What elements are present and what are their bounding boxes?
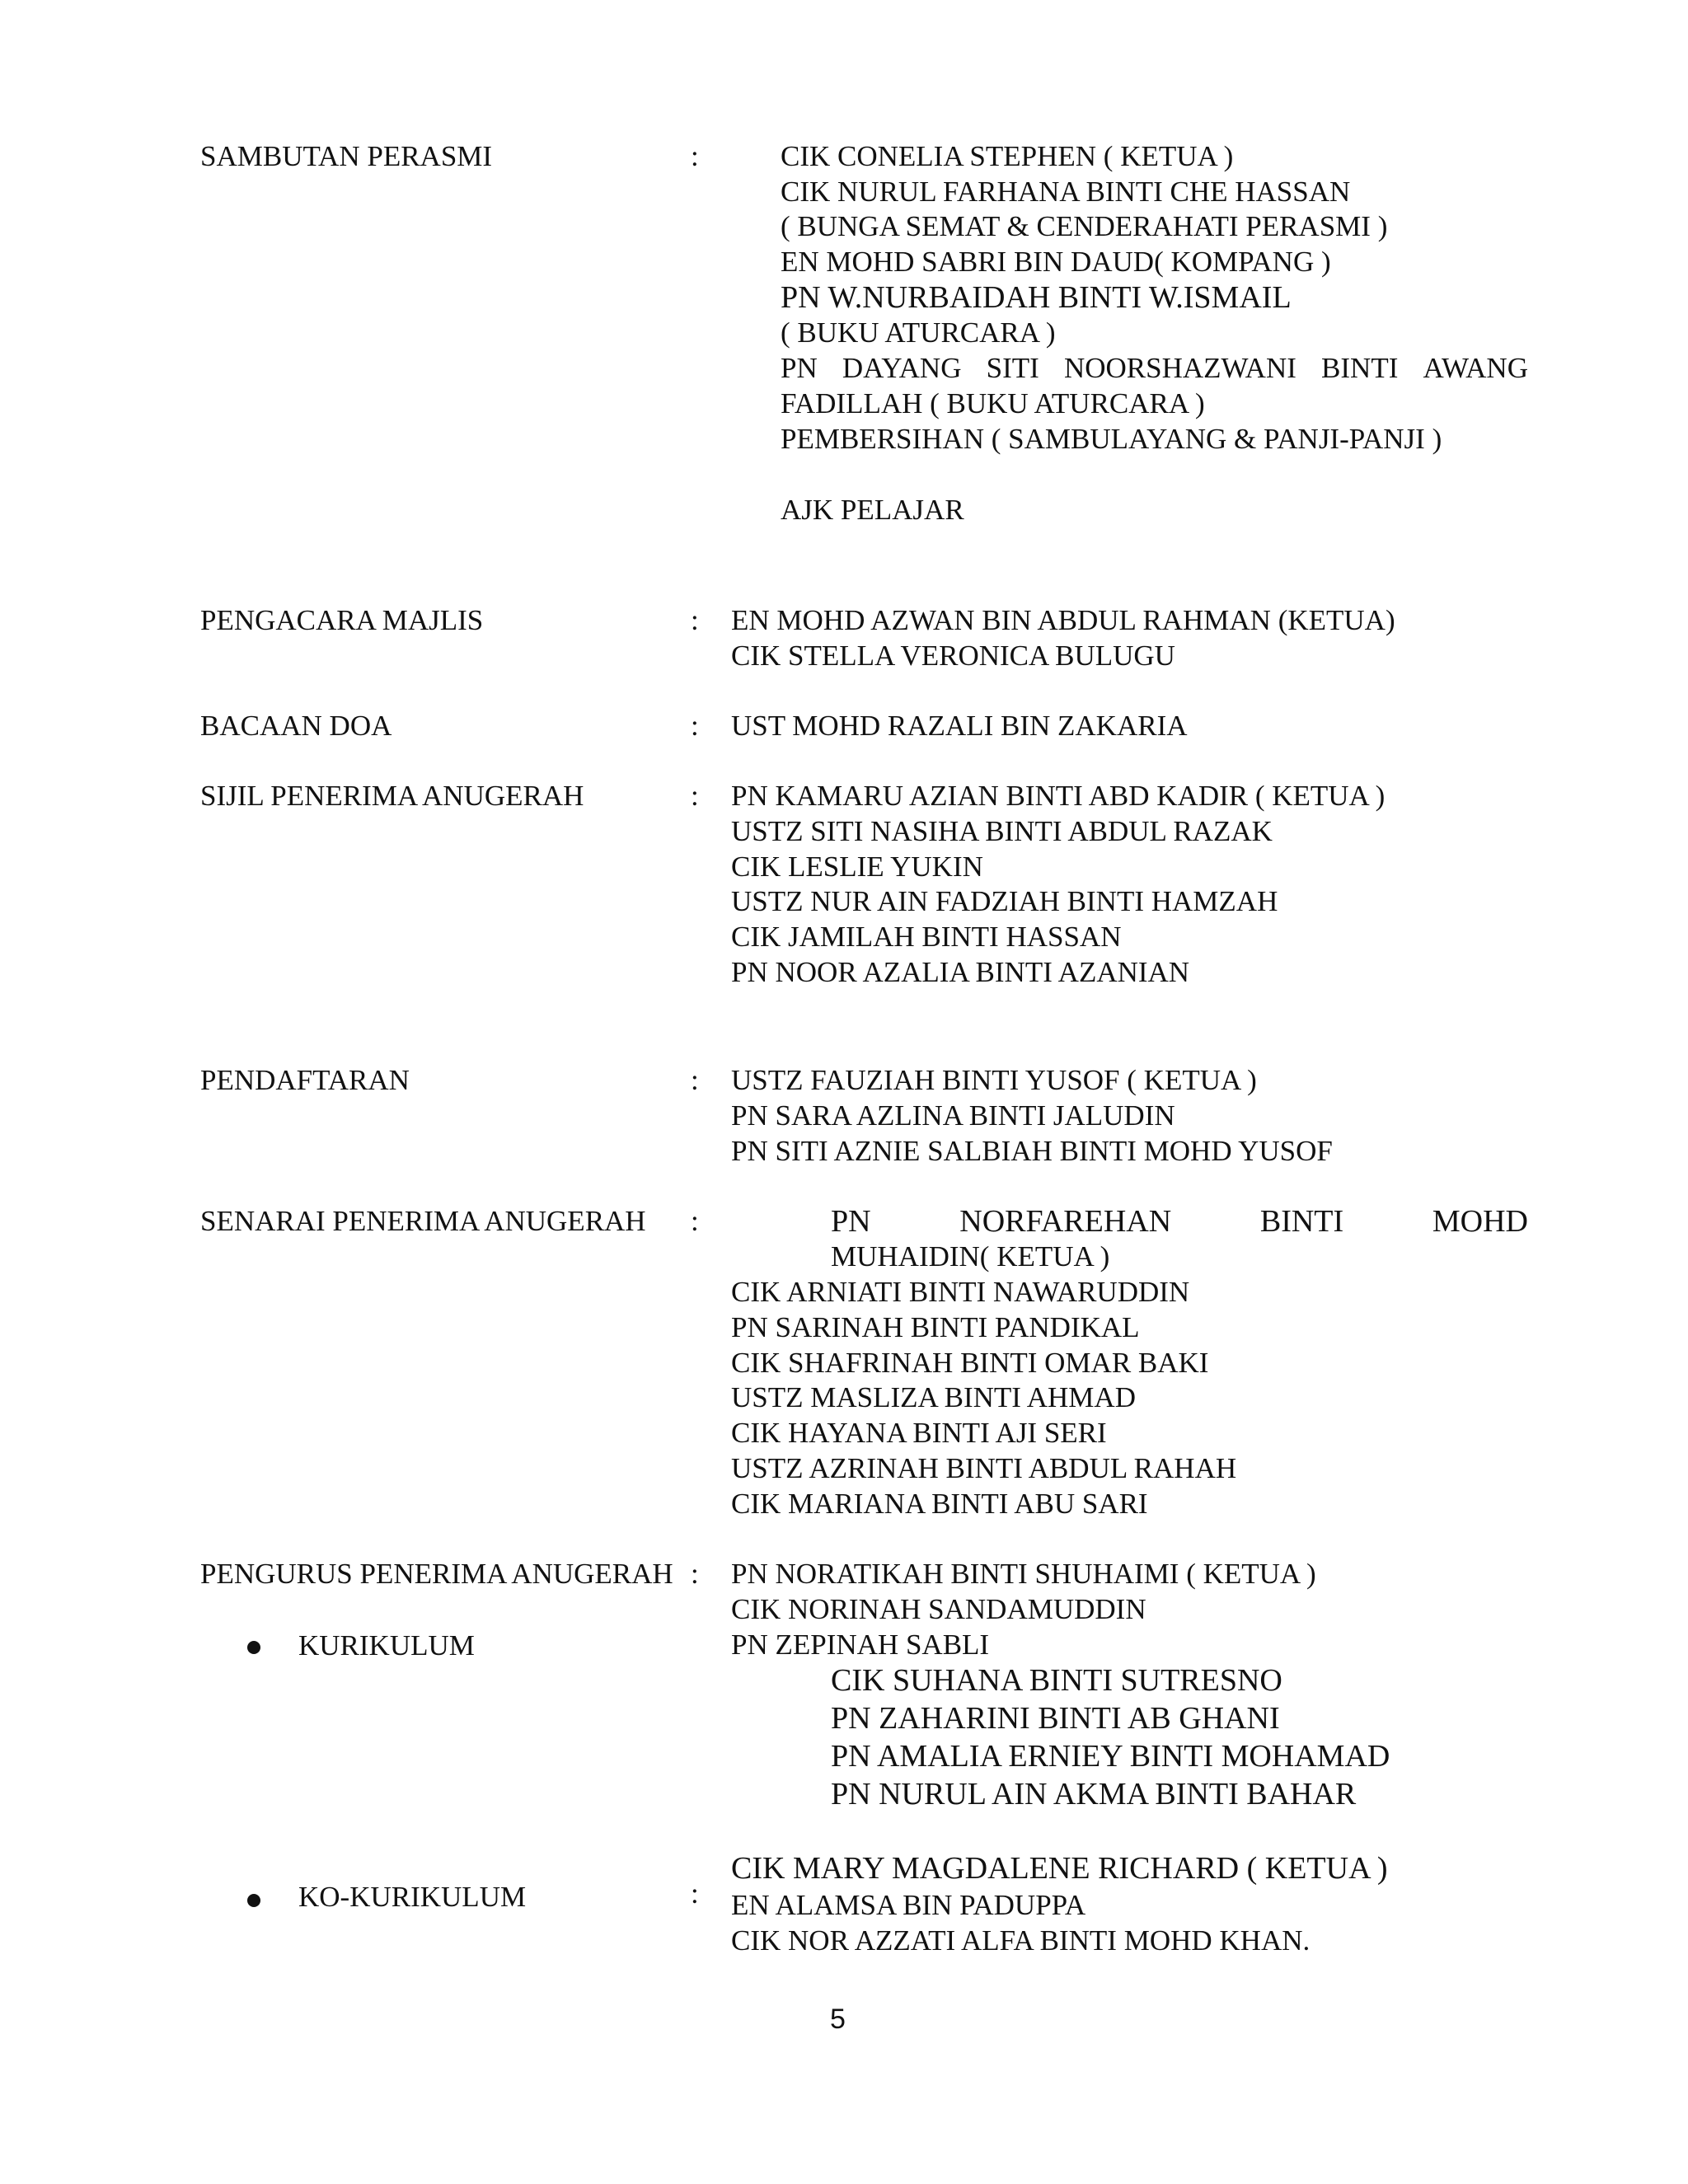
bullet-icon xyxy=(247,1641,260,1654)
bullet-icon xyxy=(247,1894,260,1907)
name-line: PN AMALIA ERNIEY BINTI MOHAMAD xyxy=(831,1739,1390,1774)
name-line: CIK NURUL FARHANA BINTI CHE HASSAN xyxy=(781,176,1351,208)
name-line: CIK HAYANA BINTI AJI SERI xyxy=(731,1417,1107,1449)
section-label-doa: BACAAN DOA xyxy=(200,710,392,742)
section-label-pendaftaran: PENDAFTARAN xyxy=(200,1064,410,1096)
name-line: USTZ SITI NASIHA BINTI ABDUL RAZAK xyxy=(731,815,1273,847)
name-line: PN NURUL AIN AKMA BINTI BAHAR xyxy=(831,1777,1357,1811)
name-line: EN MOHD AZWAN BIN ABDUL RAHMAN (KETUA) xyxy=(731,604,1395,636)
colon: : xyxy=(691,710,699,742)
word: PN xyxy=(781,352,818,384)
name-line: EN MOHD SABRI BIN DAUD( KOMPANG ) xyxy=(781,246,1331,278)
name-line: PN NOOR AZALIA BINTI AZANIAN xyxy=(731,956,1190,988)
name-line: USTZ NUR AIN FADZIAH BINTI HAMZAH xyxy=(731,885,1278,917)
name-line: CIK NORINAH SANDAMUDDIN xyxy=(731,1593,1146,1625)
name-line: CIK NOR AZZATI ALFA BINTI MOHD KHAN. xyxy=(731,1924,1311,1957)
section-label-sijil: SIJIL PENERIMA ANUGERAH xyxy=(200,780,584,812)
sub-label-kokurikulum: KO-KURIKULUM xyxy=(298,1881,527,1913)
section-label-sambutan: SAMBUTAN PERASMI xyxy=(200,140,493,172)
name-line: MUHAIDIN( KETUA ) xyxy=(831,1240,1110,1272)
name-line: CIK SHAFRINAH BINTI OMAR BAKI xyxy=(731,1347,1209,1379)
name-line: PN NORATIKAH BINTI SHUHAIMI ( KETUA ) xyxy=(731,1558,1316,1590)
name-line: PN SITI AZNIE SALBIAH BINTI MOHD YUSOF xyxy=(731,1135,1333,1167)
name-line: CIK MARIANA BINTI ABU SARI xyxy=(731,1488,1148,1520)
word: AWANG xyxy=(1423,352,1528,384)
justified-name-line xyxy=(781,350,1528,387)
name-line: PN SARA AZLINA BINTI JALUDIN xyxy=(731,1099,1175,1132)
word: NOORSHAZWANI xyxy=(1063,352,1296,384)
name-line: FADILLAH ( BUKU ATURCARA ) xyxy=(781,387,1205,419)
colon: : xyxy=(691,1877,699,1910)
name-line: UST MOHD RAZALI BIN ZAKARIA xyxy=(731,710,1188,742)
name-line: USTZ AZRINAH BINTI ABDUL RAHAH xyxy=(731,1452,1237,1484)
word: BINTI xyxy=(1259,1204,1344,1239)
name-line: USTZ MASLIZA BINTI AHMAD xyxy=(731,1381,1136,1413)
name-line: CIK CONELIA STEPHEN ( KETUA ) xyxy=(781,140,1234,172)
word: DAYANG xyxy=(842,352,962,384)
name-line: CIK MARY MAGDALENE RICHARD ( KETUA ) xyxy=(731,1851,1388,1886)
colon: : xyxy=(691,604,699,636)
section-label-pengurus: PENGURUS PENERIMA ANUGERAH xyxy=(200,1558,673,1590)
name-line: CIK LESLIE YUKIN xyxy=(731,851,983,883)
name-line: ( BUNGA SEMAT & CENDERAHATI PERASMI ) xyxy=(781,210,1388,242)
section-label-pengacara: PENGACARA MAJLIS xyxy=(200,604,484,636)
name-line: ( BUKU ATURCARA ) xyxy=(781,316,1056,349)
colon: : xyxy=(691,1558,699,1590)
name-line: PN KAMARU AZIAN BINTI ABD KADIR ( KETUA ) xyxy=(731,780,1386,812)
section-label-senarai: SENARAI PENERIMA ANUGERAH xyxy=(200,1205,646,1237)
word: MOHD xyxy=(1432,1204,1528,1239)
colon: : xyxy=(691,1064,699,1096)
name-line: PN SARINAH BINTI PANDIKAL xyxy=(731,1311,1140,1343)
sub-label-kurikulum: KURIKULUM xyxy=(298,1629,475,1661)
name-line: CIK STELLA VERONICA BULUGU xyxy=(731,640,1175,672)
name-line: PEMBERSIHAN ( SAMBULAYANG & PANJI-PANJI ) xyxy=(781,423,1442,455)
name-line: EN ALAMSA BIN PADUPPA xyxy=(731,1889,1086,1921)
colon: : xyxy=(691,780,699,812)
word: NORFAREHAN xyxy=(959,1204,1172,1239)
word: PN xyxy=(831,1204,871,1239)
name-line: USTZ FAUZIAH BINTI YUSOF ( KETUA ) xyxy=(731,1064,1257,1096)
name-line: CIK ARNIATI BINTI NAWARUDDIN xyxy=(731,1276,1190,1308)
name-line: CIK SUHANA BINTI SUTRESNO xyxy=(831,1663,1282,1698)
name-line: PN ZEPINAH SABLI xyxy=(731,1629,990,1661)
colon: : xyxy=(691,140,699,172)
name-line: CIK JAMILAH BINTI HASSAN xyxy=(731,921,1122,953)
name-line: PN W.NURBAIDAH BINTI W.ISMAIL xyxy=(781,280,1292,315)
word: BINTI xyxy=(1321,352,1399,384)
name-line: PN ZAHARINI BINTI AB GHANI xyxy=(831,1701,1280,1736)
colon: : xyxy=(691,1205,699,1237)
name-line: AJK PELAJAR xyxy=(781,494,964,526)
word: SITI xyxy=(986,352,1039,384)
justified-name-line xyxy=(831,1203,1528,1240)
page-number: 5 xyxy=(830,2004,846,2035)
